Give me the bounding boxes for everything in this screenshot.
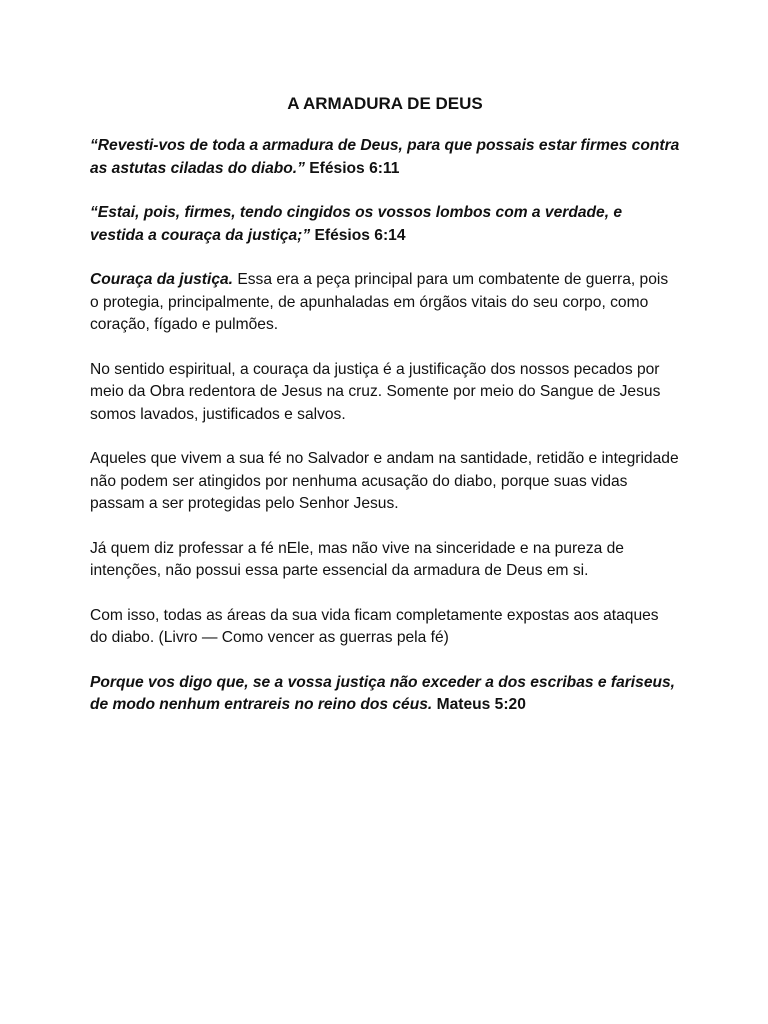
quote-efesios-6-11 [90,135,680,180]
quote-mateus-5-20 [90,672,680,717]
paragraph-text: Essa era a peça principal para um combatente de guerra, pois o protegia, principalmente, de apunhaladas em órgãos vitais do seu corpo, como coração, fígado e pulmões. [90,271,669,333]
document-title: A ARMADURA DE DEUS [287,94,483,113]
paragraph-lead: Couraça da justiça. [90,271,233,288]
quote-text: “Estai, pois, firmes, tendo cingidos os vossos lombos com a verdade, e vestida a couraça da justiça;” [90,204,623,244]
quote-text: Porque vos digo que, se a vossa justiça não exceder a dos escribas e fariseus, de modo nenhum entrareis no reino dos céus. [90,673,676,713]
quote-reference: Efésios 6:14 [314,226,406,244]
quote-reference: Mateus 5:20 [436,696,526,713]
paragraph-aqueles: Aqueles que vivem a sua fé no Salvador e andam na santidade, retidão e integridade não podem ser atingidos por nenhuma acusação do diabo, porque suas vidas passam a ser protegidas pelo Senhor Jesus. [90,450,679,512]
quote-efesios-6-14 [90,202,680,247]
paragraph-ja-quem: Já quem diz professar a fé nEle, mas não vive na sinceridade e na pureza de intenções, não possui essa parte essencial da armadura de Deus em si. [90,539,624,579]
paragraph-couraca [90,269,680,337]
quote-reference: Efésios 6:11 [309,159,400,177]
paragraph-sentido-espiritual: No sentido espiritual, a couraça da justiça é a justificação dos nossos pecados por meio da Obra redentora de Jesus na cruz. Somente por meio do Sangue de Jesus somos lavados, justificados e salvos. [90,360,661,423]
quote-text: “Revesti-vos de toda a armadura de Deus, para que possais estar firmes contra as astutas ciladas do diabo.” [90,137,680,177]
paragraph-com-isso: Com isso, todas as áreas da sua vida ficam completamente expostas aos ataques do diabo. (Livro — Como vencer as guerras pela fé) [90,606,659,646]
document-page [90,93,680,739]
